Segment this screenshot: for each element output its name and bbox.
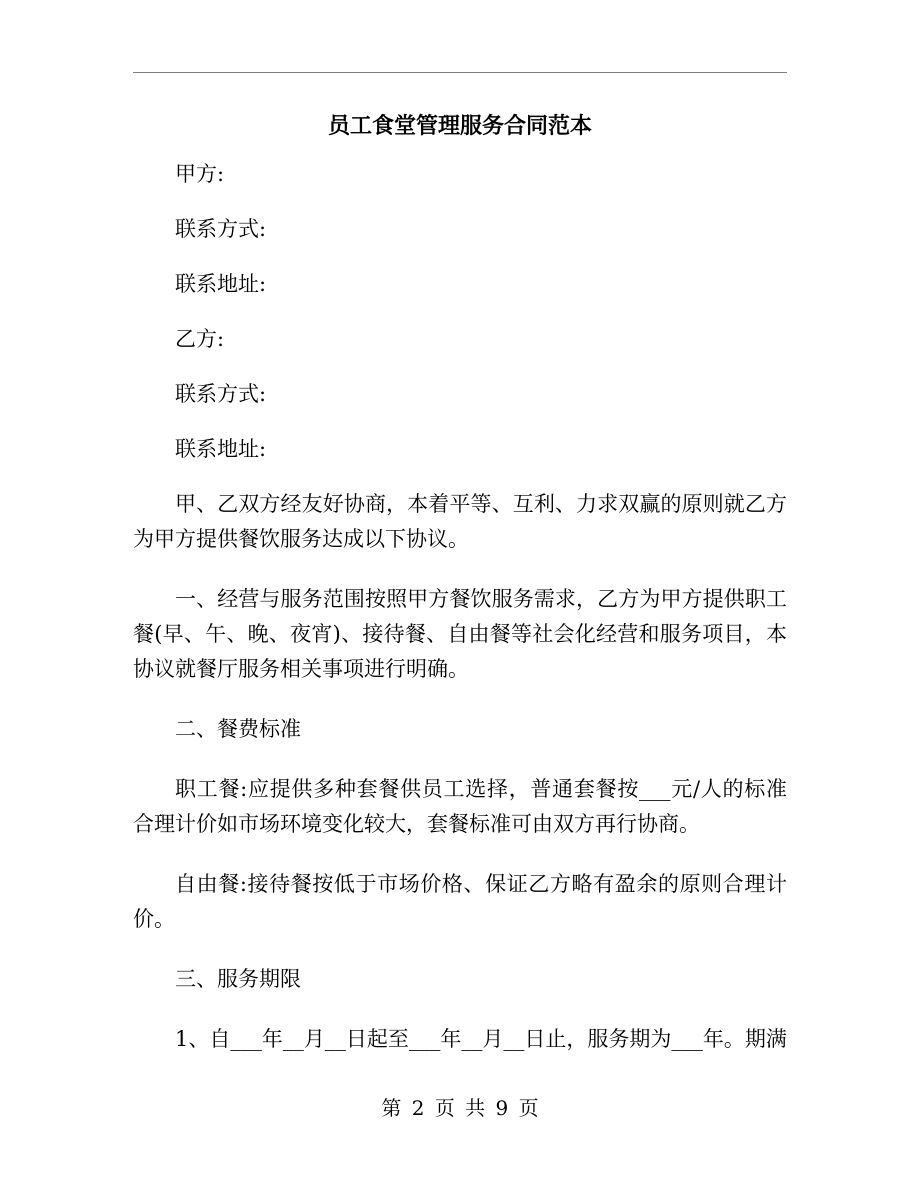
header-divider — [133, 72, 787, 73]
document-body — [133, 157, 793, 1082]
preamble-paragraph: 甲、乙双方经友好协商，本着平等、互利、力求双赢的原则就乙方为甲方提供餐饮服务达成以下协议。 — [133, 492, 787, 551]
staff-meal-paragraph: 职工餐:应提供多种套餐供员工选择，普通套餐按___元/人的标准合理计价如市场环境变化较大，套餐标准可由双方再行协商。 — [133, 777, 787, 836]
section-heading-term: 三、服务期限 — [175, 967, 301, 991]
party-a-contact-field: 联系方式: — [175, 217, 267, 241]
section-heading-fees: 二、餐费标准 — [175, 717, 301, 741]
party-a-address-field: 联系地址: — [175, 272, 267, 296]
scope-paragraph: 一、经营与服务范围按照甲方餐饮服务需求，乙方为甲方提供职工餐(早、午、晚、夜宵)、接待餐、自由餐等社会化经营和服务项目，本协议就餐厅服务相关事项进行明确。 — [133, 587, 787, 681]
free-meal-paragraph: 自由餐:接待餐按低于市场价格、保证乙方略有盈余的原则合理计价。 — [133, 872, 787, 931]
party-b-field: 乙方: — [175, 327, 225, 351]
term-paragraph: 1、自___年__月__日起至___年__月__日止，服务期为___年。期满 — [175, 1027, 787, 1051]
party-a-field: 甲方: — [175, 162, 225, 186]
document-title: 员工食堂管理服务合同范本 — [327, 113, 592, 139]
party-b-address-field: 联系地址: — [175, 437, 267, 461]
party-b-contact-field: 联系方式: — [175, 382, 267, 406]
page-number: 第 2 页 共 9 页 — [381, 1096, 539, 1120]
